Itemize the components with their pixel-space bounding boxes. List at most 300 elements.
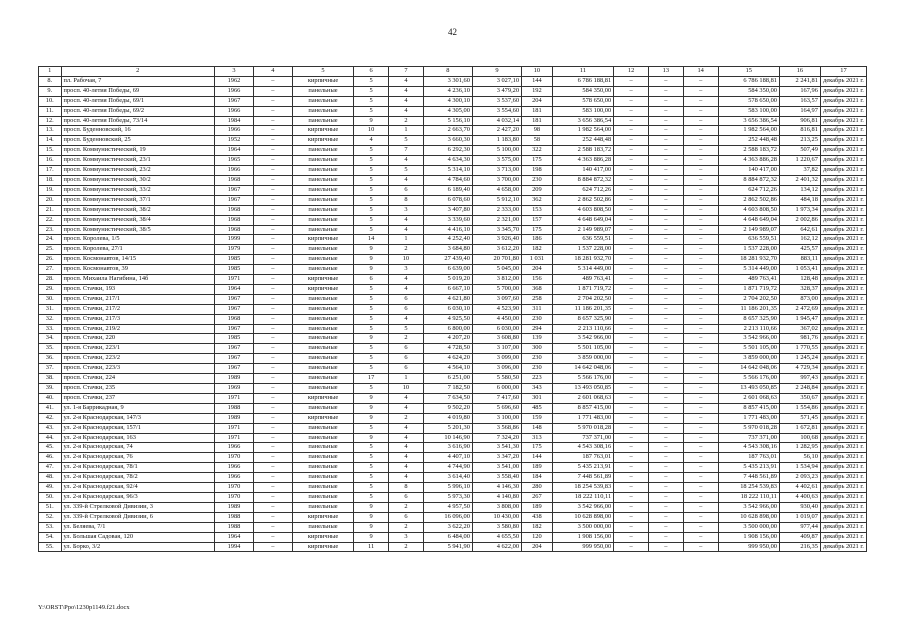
table-cell: 10 628 898,00 bbox=[718, 512, 779, 522]
table-cell: кирпичные bbox=[292, 235, 353, 245]
table-cell: ул. 2-я Краснодарская, 76 bbox=[61, 453, 215, 463]
table-cell: 4 603 808,50 bbox=[718, 205, 779, 215]
table-cell: ул. Беляева, 7/1 bbox=[61, 522, 215, 532]
table-cell: – bbox=[253, 245, 292, 255]
table-cell: 5 bbox=[354, 76, 389, 86]
table-cell: – bbox=[683, 76, 718, 86]
table-cell: панельные bbox=[292, 364, 353, 374]
table-cell: 328,37 bbox=[779, 284, 820, 294]
table-row bbox=[39, 195, 867, 205]
table-cell: – bbox=[253, 393, 292, 403]
table-cell: 38. bbox=[39, 374, 62, 384]
table-cell: 6 bbox=[389, 364, 424, 374]
column-header: 13 bbox=[648, 67, 683, 77]
table-row bbox=[39, 473, 867, 483]
table-row bbox=[39, 453, 867, 463]
table-cell: 6 bbox=[389, 294, 424, 304]
table-row bbox=[39, 245, 867, 255]
table-cell: 204 bbox=[522, 265, 553, 275]
table-cell: 294 bbox=[522, 324, 553, 334]
table-cell: 3 bbox=[389, 532, 424, 542]
table-cell: 4 bbox=[389, 275, 424, 285]
table-cell: декабрь 2021 г. bbox=[820, 136, 866, 146]
table-cell: – bbox=[253, 374, 292, 384]
table-cell: 46. bbox=[39, 453, 62, 463]
table-cell: – bbox=[683, 532, 718, 542]
table-cell: 163,57 bbox=[779, 96, 820, 106]
table-cell: 489 763,41 bbox=[718, 275, 779, 285]
table-cell: 148 bbox=[522, 423, 553, 433]
table-cell: 1968 bbox=[215, 215, 254, 225]
table-cell: 156 bbox=[522, 275, 553, 285]
table-cell: – bbox=[253, 156, 292, 166]
table-cell: – bbox=[648, 403, 683, 413]
table-cell: 1969 bbox=[215, 384, 254, 394]
table-cell: – bbox=[648, 86, 683, 96]
table-cell: 816,81 bbox=[779, 126, 820, 136]
table-cell: – bbox=[648, 483, 683, 493]
table-cell: 4 363 886,28 bbox=[718, 156, 779, 166]
table-cell: – bbox=[683, 106, 718, 116]
column-header: 9 bbox=[472, 67, 521, 77]
table-cell: – bbox=[614, 265, 649, 275]
table-cell: 9 bbox=[354, 265, 389, 275]
table-cell: 584 350,00 bbox=[552, 86, 613, 96]
table-cell: 5 bbox=[354, 304, 389, 314]
table-cell: 4 bbox=[389, 284, 424, 294]
table-cell: 9 bbox=[354, 512, 389, 522]
table-cell: панельные bbox=[292, 265, 353, 275]
table-cell: 1966 bbox=[215, 166, 254, 176]
table-cell: 175 bbox=[522, 225, 553, 235]
table-cell: 9 bbox=[354, 532, 389, 542]
table-cell: 1 537 228,00 bbox=[552, 245, 613, 255]
table-cell: – bbox=[253, 473, 292, 483]
table-cell: 36. bbox=[39, 354, 62, 364]
table-cell: 10 146,90 bbox=[423, 433, 472, 443]
table-cell: – bbox=[253, 413, 292, 423]
page-number: 42 bbox=[448, 27, 457, 37]
table-cell: – bbox=[253, 384, 292, 394]
table-cell: декабрь 2021 г. bbox=[820, 146, 866, 156]
table-cell: кирпичные bbox=[292, 136, 353, 146]
table-cell: – bbox=[253, 195, 292, 205]
table-cell: 5 bbox=[354, 324, 389, 334]
table-cell: 18 222 110,11 bbox=[718, 492, 779, 502]
table-cell: 1 945,47 bbox=[779, 314, 820, 324]
table-cell: 1966 bbox=[215, 443, 254, 453]
table-cell: ул. 2-я Краснодарская, 92/4 bbox=[61, 483, 215, 493]
table-cell: 5 bbox=[354, 215, 389, 225]
table-cell: 3 614,40 bbox=[423, 473, 472, 483]
table-cell: 1967 bbox=[215, 304, 254, 314]
table-cell: ул. 339-й Стрелковой Дивизии, 6 bbox=[61, 512, 215, 522]
table-cell: декабрь 2021 г. bbox=[820, 443, 866, 453]
table-cell: – bbox=[683, 126, 718, 136]
table-cell: 737 371,00 bbox=[552, 433, 613, 443]
table-cell: 1971 bbox=[215, 275, 254, 285]
table-row bbox=[39, 324, 867, 334]
table-cell: 18. bbox=[39, 175, 62, 185]
table-cell: 4 bbox=[389, 314, 424, 324]
table-cell: – bbox=[253, 354, 292, 364]
table-row bbox=[39, 275, 867, 285]
table-cell: просп. Стачки, 224 bbox=[61, 374, 215, 384]
table-cell: 873,00 bbox=[779, 294, 820, 304]
table-cell: – bbox=[614, 96, 649, 106]
table-cell: 5 580,50 bbox=[472, 374, 521, 384]
column-header: 16 bbox=[779, 67, 820, 77]
table-cell: панельные bbox=[292, 423, 353, 433]
table-cell: декабрь 2021 г. bbox=[820, 235, 866, 245]
table-cell: 48. bbox=[39, 473, 62, 483]
table-cell: – bbox=[683, 364, 718, 374]
table-cell: 3 347,20 bbox=[472, 453, 521, 463]
table-cell: 636 559,51 bbox=[552, 235, 613, 245]
table-cell: 4 624,20 bbox=[423, 354, 472, 364]
table-cell: 425,57 bbox=[779, 245, 820, 255]
table-cell: – bbox=[253, 255, 292, 265]
table-cell: ул. Большая Садовая, 120 bbox=[61, 532, 215, 542]
table-cell: просп. Коммунистический, 38/5 bbox=[61, 225, 215, 235]
table-cell: – bbox=[683, 245, 718, 255]
table-cell: 30. bbox=[39, 294, 62, 304]
table-cell: 6 251,00 bbox=[423, 374, 472, 384]
table-cell: 4 450,00 bbox=[472, 314, 521, 324]
table-cell: 3 575,00 bbox=[472, 156, 521, 166]
table-cell: 1967 bbox=[215, 324, 254, 334]
table-cell: 5 912,10 bbox=[472, 195, 521, 205]
table-row bbox=[39, 542, 867, 552]
table-cell: 6 bbox=[389, 492, 424, 502]
table-cell: – bbox=[614, 126, 649, 136]
table-cell: 8 884 872,32 bbox=[718, 175, 779, 185]
table-cell: – bbox=[683, 166, 718, 176]
table-cell: 4 bbox=[389, 443, 424, 453]
table-cell: 181 bbox=[522, 116, 553, 126]
table-cell: 4 bbox=[389, 175, 424, 185]
table-cell: 1967 bbox=[215, 354, 254, 364]
table-cell: 4 bbox=[389, 393, 424, 403]
table-cell: – bbox=[648, 334, 683, 344]
table-cell: 5 bbox=[354, 423, 389, 433]
table-cell: 322 bbox=[522, 146, 553, 156]
table-cell: – bbox=[648, 542, 683, 552]
table-cell: 1964 bbox=[215, 284, 254, 294]
table-cell: 5 941,90 bbox=[423, 542, 472, 552]
table-cell: просп. Королева, 1/5 bbox=[61, 235, 215, 245]
table-cell: 100,68 bbox=[779, 433, 820, 443]
table-cell: – bbox=[253, 205, 292, 215]
table-cell: 1968 bbox=[215, 225, 254, 235]
table-cell: 4 236,10 bbox=[423, 86, 472, 96]
table-cell: 32. bbox=[39, 314, 62, 324]
table-cell: – bbox=[614, 314, 649, 324]
table-cell: 1 554,86 bbox=[779, 403, 820, 413]
table-cell: – bbox=[614, 374, 649, 384]
table-cell: 1988 bbox=[215, 522, 254, 532]
table-cell: декабрь 2021 г. bbox=[820, 76, 866, 86]
column-header: 2 bbox=[61, 67, 215, 77]
table-cell: – bbox=[683, 314, 718, 324]
table-cell: 1966 bbox=[215, 106, 254, 116]
table-cell: 230 bbox=[522, 314, 553, 324]
table-cell: 144 bbox=[522, 453, 553, 463]
table-cell: панельные bbox=[292, 166, 353, 176]
table-cell: панельные bbox=[292, 205, 353, 215]
table-cell: 2 333,00 bbox=[472, 205, 521, 215]
table-cell: 1971 bbox=[215, 433, 254, 443]
table-cell: 10 bbox=[389, 384, 424, 394]
table-cell: панельные bbox=[292, 116, 353, 126]
table-cell: 4 416,10 bbox=[423, 225, 472, 235]
table-cell: – bbox=[648, 314, 683, 324]
table-cell: – bbox=[253, 136, 292, 146]
table-cell: 4 363 886,28 bbox=[552, 156, 613, 166]
table-cell: 2 862 502,86 bbox=[718, 195, 779, 205]
table-cell: – bbox=[253, 76, 292, 86]
table-cell: 18 281 932,70 bbox=[552, 255, 613, 265]
table-cell: просп. Коммунистический, 23/2 bbox=[61, 166, 215, 176]
table-cell: – bbox=[614, 136, 649, 146]
table-cell: 485 bbox=[522, 403, 553, 413]
table-cell: 11 186 201,35 bbox=[718, 304, 779, 314]
table-cell: – bbox=[253, 106, 292, 116]
table-cell: просп. Стачки, 219/2 bbox=[61, 324, 215, 334]
table-cell: 5 996,10 bbox=[423, 483, 472, 493]
table-cell: декабрь 2021 г. bbox=[820, 522, 866, 532]
table-cell: – bbox=[683, 483, 718, 493]
table-cell: панельные bbox=[292, 522, 353, 532]
table-cell: 2 241,81 bbox=[779, 76, 820, 86]
table-cell: 6 bbox=[389, 354, 424, 364]
table-cell: 5 bbox=[389, 136, 424, 146]
table-cell: – bbox=[648, 393, 683, 403]
table-cell: – bbox=[683, 304, 718, 314]
table-cell: – bbox=[614, 245, 649, 255]
table-cell: 5 501 105,00 bbox=[718, 344, 779, 354]
table-cell: 1966 bbox=[215, 473, 254, 483]
table-cell: 3 808,00 bbox=[472, 502, 521, 512]
table-cell: 5 435 213,91 bbox=[552, 463, 613, 473]
table-cell: – bbox=[253, 116, 292, 126]
table-cell: 1985 bbox=[215, 265, 254, 275]
table-cell: 9 502,20 bbox=[423, 403, 472, 413]
table-row bbox=[39, 423, 867, 433]
table-cell: – bbox=[253, 463, 292, 473]
table-cell: – bbox=[648, 175, 683, 185]
table-cell: 134,12 bbox=[779, 185, 820, 195]
table-cell: 1967 bbox=[215, 96, 254, 106]
table-cell: – bbox=[648, 522, 683, 532]
table-cell: 981,76 bbox=[779, 334, 820, 344]
table-cell: – bbox=[614, 284, 649, 294]
table-cell: 128,48 bbox=[779, 275, 820, 285]
table-cell: 20 701,80 bbox=[472, 255, 521, 265]
table-cell: – bbox=[648, 284, 683, 294]
table-cell: декабрь 2021 г. bbox=[820, 374, 866, 384]
table-cell: 34. bbox=[39, 334, 62, 344]
table-cell: 1970 bbox=[215, 483, 254, 493]
table-row bbox=[39, 175, 867, 185]
table-cell: – bbox=[614, 235, 649, 245]
table-cell: 7 324,20 bbox=[472, 433, 521, 443]
table-cell: 3 554,60 bbox=[472, 106, 521, 116]
table-cell: просп. 40-летия Победы, 69 bbox=[61, 86, 215, 96]
table-cell: – bbox=[614, 334, 649, 344]
table-cell: – bbox=[648, 532, 683, 542]
table-cell: 31. bbox=[39, 304, 62, 314]
table-cell: 22. bbox=[39, 215, 62, 225]
table-cell: 43. bbox=[39, 423, 62, 433]
table-cell: 2 862 502,86 bbox=[552, 195, 613, 205]
table-cell: декабрь 2021 г. bbox=[820, 185, 866, 195]
table-cell: кирпичные bbox=[292, 532, 353, 542]
table-cell: 4 400,63 bbox=[779, 492, 820, 502]
table-cell: – bbox=[614, 255, 649, 265]
table-cell: 737 371,00 bbox=[718, 433, 779, 443]
table-cell: 1 770,55 bbox=[779, 344, 820, 354]
table-cell: – bbox=[683, 502, 718, 512]
table-cell: 24. bbox=[39, 235, 62, 245]
table-cell: 9 bbox=[354, 522, 389, 532]
table-cell: 4 bbox=[389, 403, 424, 413]
table-cell: просп. Стачки, 193 bbox=[61, 284, 215, 294]
table-cell: 5 bbox=[354, 146, 389, 156]
table-cell: кирпичные bbox=[292, 126, 353, 136]
table-cell: 489 763,41 bbox=[552, 275, 613, 285]
table-cell: 5 bbox=[389, 166, 424, 176]
table-cell: 9. bbox=[39, 86, 62, 96]
table-cell: – bbox=[614, 512, 649, 522]
table-cell: 9 bbox=[354, 433, 389, 443]
table-row bbox=[39, 512, 867, 522]
table-cell: – bbox=[648, 275, 683, 285]
table-row bbox=[39, 393, 867, 403]
table-cell: 1 245,24 bbox=[779, 354, 820, 364]
column-header: 6 bbox=[354, 67, 389, 77]
table-cell: 4 728,50 bbox=[423, 344, 472, 354]
table-cell: 3 542 966,00 bbox=[552, 334, 613, 344]
table-cell: просп. Михаила Нагибина, 14б bbox=[61, 275, 215, 285]
table-cell: панельные bbox=[292, 334, 353, 344]
table-cell: 3 407,80 bbox=[423, 205, 472, 215]
table-cell: 3 500 000,00 bbox=[552, 522, 613, 532]
table-cell: просп. Стачки, 237 bbox=[61, 393, 215, 403]
table-cell: 164,97 bbox=[779, 106, 820, 116]
table-cell: – bbox=[614, 294, 649, 304]
table-cell: 3 100,00 bbox=[472, 413, 521, 423]
table-cell: – bbox=[614, 146, 649, 156]
table-cell: 49. bbox=[39, 483, 62, 493]
table-cell: 2 093,23 bbox=[779, 473, 820, 483]
table-cell: 997,43 bbox=[779, 374, 820, 384]
table-cell: 2 149 989,07 bbox=[718, 225, 779, 235]
table-cell: 14. bbox=[39, 136, 62, 146]
table-cell: 58 bbox=[522, 136, 553, 146]
table-cell: 1985 bbox=[215, 255, 254, 265]
table-cell: 1 bbox=[389, 235, 424, 245]
table-cell: 37. bbox=[39, 364, 62, 374]
table-cell: – bbox=[683, 443, 718, 453]
table-row bbox=[39, 205, 867, 215]
table-cell: 999 950,00 bbox=[552, 542, 613, 552]
table-cell: 6 bbox=[389, 304, 424, 314]
table-cell: 6 639,00 bbox=[423, 265, 472, 275]
table-cell: 5 bbox=[354, 314, 389, 324]
table-cell: 6 030,00 bbox=[472, 324, 521, 334]
table-cell: 3 612,20 bbox=[472, 245, 521, 255]
table-cell: 350,67 bbox=[779, 393, 820, 403]
table-cell: – bbox=[614, 344, 649, 354]
table-cell: декабрь 2021 г. bbox=[820, 324, 866, 334]
table-cell: 7 634,50 bbox=[423, 393, 472, 403]
table-cell: – bbox=[253, 334, 292, 344]
table-cell: – bbox=[683, 344, 718, 354]
table-cell: – bbox=[253, 423, 292, 433]
table-cell: декабрь 2021 г. bbox=[820, 215, 866, 225]
table-cell: 10. bbox=[39, 96, 62, 106]
table-body bbox=[39, 76, 867, 552]
table-cell: ул. 2-я Краснодарская, 78/1 bbox=[61, 463, 215, 473]
table-row bbox=[39, 146, 867, 156]
table-cell: 4 bbox=[389, 86, 424, 96]
table-cell: 1952 bbox=[215, 136, 254, 146]
table-cell: 5 bbox=[354, 96, 389, 106]
table-row bbox=[39, 284, 867, 294]
table-cell: 5 bbox=[354, 156, 389, 166]
table-cell: – bbox=[648, 225, 683, 235]
table-cell: 1968 bbox=[215, 314, 254, 324]
table-cell: – bbox=[614, 413, 649, 423]
table-cell: – bbox=[614, 423, 649, 433]
table-cell: 12. bbox=[39, 116, 62, 126]
table-cell: – bbox=[648, 294, 683, 304]
table-cell: 3 859 000,00 bbox=[552, 354, 613, 364]
table-cell: 5 314 449,00 bbox=[552, 265, 613, 275]
table-cell: просп. Коммунистический, 19 bbox=[61, 146, 215, 156]
table-cell: 1968 bbox=[215, 175, 254, 185]
table-cell: 1967 bbox=[215, 195, 254, 205]
table-cell: 4 925,50 bbox=[423, 314, 472, 324]
table-row bbox=[39, 502, 867, 512]
table-cell: 4 bbox=[389, 215, 424, 225]
table-cell: просп. 40-летия Победы, 73/14 bbox=[61, 116, 215, 126]
table-cell: 9 bbox=[354, 116, 389, 126]
table-cell: – bbox=[683, 96, 718, 106]
table-cell: 3 700,00 bbox=[472, 175, 521, 185]
table-cell: 4 bbox=[389, 463, 424, 473]
table-cell: 1999 bbox=[215, 235, 254, 245]
table-cell: 5 696,60 bbox=[472, 403, 521, 413]
table-cell: 1965 bbox=[215, 156, 254, 166]
table-cell: ул. 2-я Краснодарская, 157/1 bbox=[61, 423, 215, 433]
table-cell: 25. bbox=[39, 245, 62, 255]
table-cell: просп. Буденновский, 25 bbox=[61, 136, 215, 146]
table-cell: 28. bbox=[39, 275, 62, 285]
table-cell: 906,81 bbox=[779, 116, 820, 126]
table-cell: 6 000,00 bbox=[472, 384, 521, 394]
table-cell: 3 656 386,54 bbox=[718, 116, 779, 126]
table-cell: 1 982 564,00 bbox=[552, 126, 613, 136]
table-cell: кирпичные bbox=[292, 413, 353, 423]
table-cell: 1 bbox=[389, 126, 424, 136]
table-cell: 4 bbox=[389, 453, 424, 463]
table-cell: кирпичные bbox=[292, 512, 353, 522]
table-cell: просп. Стачки, 217/2 bbox=[61, 304, 215, 314]
table-cell: 2 704 202,50 bbox=[552, 294, 613, 304]
table-cell: – bbox=[683, 512, 718, 522]
